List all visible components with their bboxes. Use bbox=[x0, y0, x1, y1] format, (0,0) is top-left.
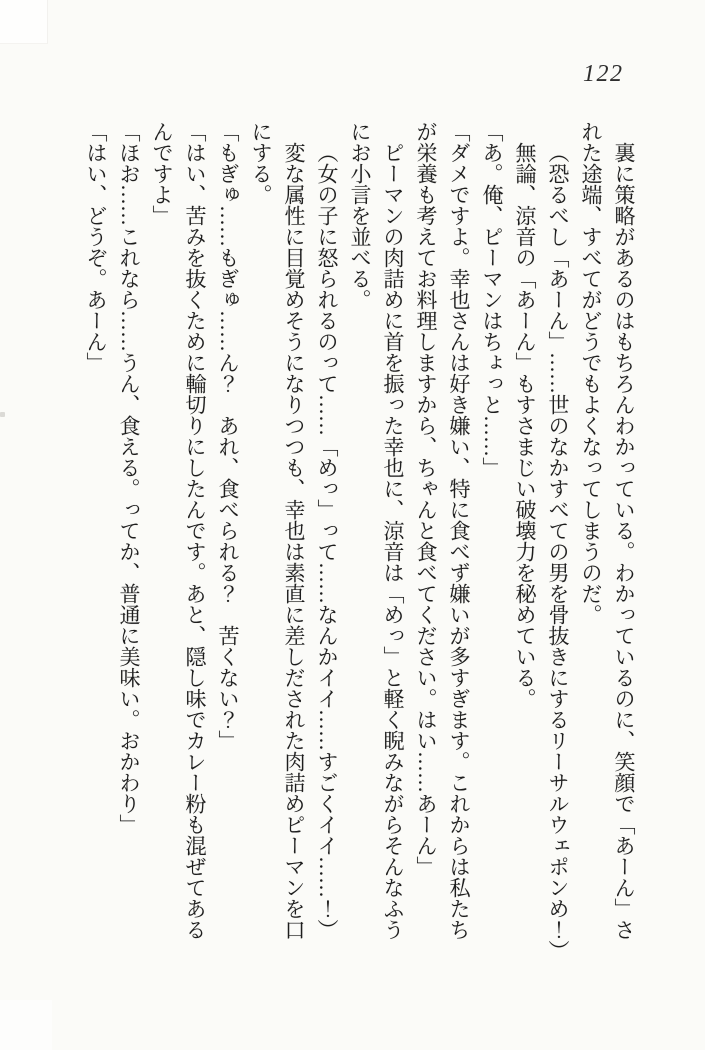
paragraph: 「ダメですよ。幸也さんは好き嫌い、特に食べず嫌いが多すぎます。これからは私たちが栄養も考えてお料理しますから、ちゃんと食べてください。はい……あーん」 bbox=[414, 121, 471, 940]
paragraph: （恐るべし「あーん」……世のなかすべての男を骨抜きにするリーサルウェポンめ！） bbox=[546, 142, 570, 961]
text-block bbox=[78, 121, 640, 960]
paragraph: 「はい、苦みを抜くために輪切りにしたんです。あと、隠し味でカレー粉も混ぜてあるんですよ」 bbox=[150, 121, 207, 940]
paragraph: 「ほお……これなら……うん、食える。ってか、普通に美味い。おかわり」 bbox=[117, 121, 141, 835]
paragraph: 「もぎゅ……もぎゅ……ん？ あれ、食べられる？ 苦くない？」 bbox=[216, 121, 240, 751]
paragraph: 変な属性に目覚めそうになりつつも、幸也は素直に差しだされた肉詰めピーマンを口にする。 bbox=[249, 121, 306, 940]
scan-artifact-top-left bbox=[0, 0, 48, 44]
paragraph: 裏に策略があるのはもちろんわかっている。わかっているのに、笑顔で「あーん」された途端、すべてがどうでもよくなってしまうのだ。 bbox=[579, 121, 636, 940]
page-number: 122 bbox=[583, 61, 624, 87]
paragraph: 「はい、どうぞ。あーん」 bbox=[84, 121, 108, 373]
paragraph: 無論、涼音の「あーん」もすさまじい破壊力を秘めている。 bbox=[513, 142, 537, 709]
scan-artifact-left-edge bbox=[0, 412, 5, 417]
paragraph: ピーマンの肉詰めに首を振った幸也に、涼音は「めっ」と軽く睨みながらそんなふうにお小言を並べる。 bbox=[348, 121, 405, 940]
scan-artifact-bottom-left bbox=[0, 1000, 52, 1050]
paragraph: 「あ。俺、ピーマンはちょっと……」 bbox=[480, 121, 504, 478]
paragraph: （女の子に怒られるのって……「めっ」って……なんかイイ……すごくイイ……！） bbox=[315, 142, 339, 940]
